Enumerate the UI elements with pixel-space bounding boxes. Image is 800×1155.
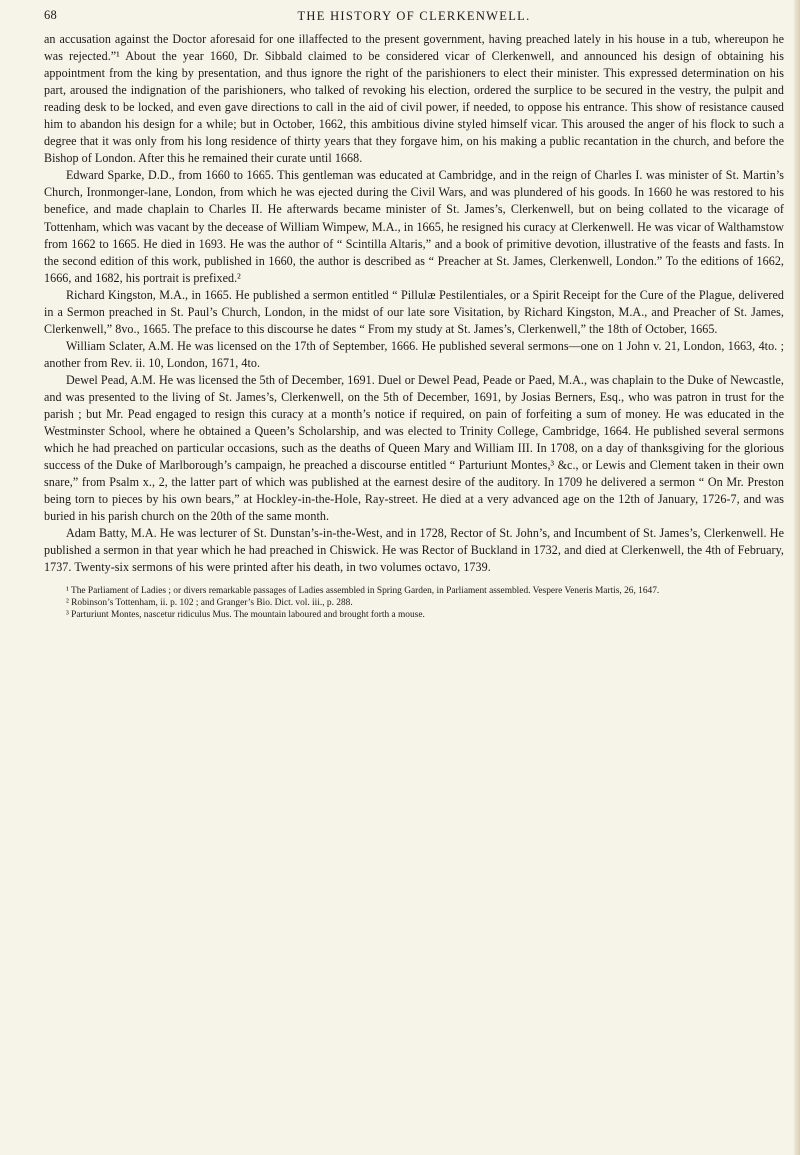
book-page <box>44 0 784 621</box>
paragraph-sclater: William Sclater, A.M. He was licensed on the 17th of September, 1666. He published several sermons—one on 1 John v. 21, London, 1663, 4to. ; another from Rev. ii. 10, London, 1671, 4to. <box>44 338 784 370</box>
paragraph-kingston: Richard Kingston, M.A., in 1665. He published a sermon entitled “ Pillulæ Pestilentiales, or a Spirit Receipt for the Cure of the Plague, delivered in a Sermon preached in St. Paul’s Church, London, in the midst of our late sore Visitation, by Richard Kingston, M.A., and Preacher of St. James, Clerkenwell,” 8vo., 1665. The preface to this discourse he dates “ From my study at St. James’s, Clerkenwell,” the 18th of October, 1665. <box>44 287 784 336</box>
paragraph-sibbald: an accusation against the Doctor aforesaid for one illaffected to the present government, having preached lately in his house in a tub, whereupon he was rejected.”¹ About the year 1660, Dr. Sibbald claimed to be considered vicar of Clerkenwell, and announced his design of obtaining his appointment from the king by presentation, and thus ignore the right of the parishioners to elect their minister. This expressed determination on his part, aroused the indignation of the parishioners, who talked of revoking his election, ordered the surplice to be secured in the vestry, the pulpit and reading desk to be locked, and even gave directions to call in the aid of civil power, if needed, to oppose his entrance. This show of resistance caused him to abandon his design for a while; but in October, 1662, this ambitious divine styled himself vicar. This aroused the anger of his flock to such a degree that it was only from his long residence of thirty years that they forgave him, on his making a public recantation in the church, and before the Bishop of London. After this he remained their curate until 1668. <box>44 32 784 166</box>
paragraph-batty: Adam Batty, M.A. He was lecturer of St. Dunstan’s-in-the-West, and in 1728, Rector of St. John’s, and Incumbent of St. James’s, Clerkenwell. He published a sermon in that year which he had preached in Chiswick. He was Rector of Buckland in 1732, and died at Clerkenwell, the 4th of February, 1737. Twenty-six sermons of his were printed after his death, in two volumes octavo, 1739. <box>44 526 784 575</box>
page-header <box>44 0 784 28</box>
page-number: 68 <box>44 8 58 22</box>
footnote-2: ² Robinson’s Tottenham, ii. p. 102 ; and Granger’s Bio. Dict. vol. iii., p. 288. <box>66 597 353 608</box>
footnote-1: ¹ The Parliament of Ladies ; or divers remarkable passages of Ladies assembled in Spring Garden, in Parliament assembled. Vespere Veneris Martis, 26, 1647. <box>66 585 660 596</box>
footnote-3: ³ Parturiunt Montes, nascetur ridiculus Mus. The mountain laboured and brought forth a mouse. <box>66 609 425 620</box>
footnotes <box>44 585 784 621</box>
running-head: THE HISTORY OF CLERKENWELL. <box>297 9 531 23</box>
paragraph-sparke: Edward Sparke, D.D., from 1660 to 1665. This gentleman was educated at Cambridge, and in the reign of Charles I. was minister of St. Martin’s Church, Ironmonger-lane, London, from which he was ejected during the Civil Wars, and was plundered of his goods. In 1660 he was restored to his benefice, and made chaplain to Charles II. He afterwards became minister of St. James’s, Clerkenwell, but on being collated to the vicarage of Tottenham, which was vacant by the decease of William Wimpew, M.A., in 1665, he resigned his curacy at Clerkenwell. He was vicar of Walthamstow from 1662 to 1665. He died in 1693. He was the author of “ Scintilla Altaris,” and a book of primitive devotion, illustrative of the feasts and fasts. In the second edition of this work, published in 1660, the author is described as “ Preacher at St. James, Clerkenwell, London.” To the editions of 1662, 1666, and 1682, his portrait is prefixed.² <box>44 168 784 285</box>
body-text <box>44 31 784 577</box>
paragraph-pead: Dewel Pead, A.M. He was licensed the 5th of December, 1691. Duel or Dewel Pead, Peade or Paed, M.A., was chaplain to the Duke of Newcastle, and was presented to the living of St. James’s, Clerkenwell, on the 5th of December, 1691, by Josias Berners, Esq., who was patron in trust for the parish ; but Mr. Pead engaged to resign this curacy at a month’s notice if required, on pain of forfeiting a sum of money. He was educated in the Westminster School, where he obtained a Queen’s Scholarship, and was elected to Trinity College, Cambridge, 1664. He published several sermons which he had preached on particular occasions, such as the deaths of Queen Mary and William III. In 1708, on a day of thanksgiving for the glorious success of the Duke of Marlborough’s campaign, he preached a discourse entitled “ Parturiunt Montes,³ &c., or Lewis and Clement taken in their own snare,” from Psalm x., 2, the latter part of which was published at the earnest desire of the auditory. In 1709 he delivered a sermon “ On Mr. Preston being torn to pieces by his own bears,” at Hockley-in-the-Hole, Ray-street. He died at a very advanced age on the 12th of January, 1726-7, and was buried in his parish church on the 20th of the same month. <box>44 372 784 524</box>
page-edge <box>794 0 800 1155</box>
